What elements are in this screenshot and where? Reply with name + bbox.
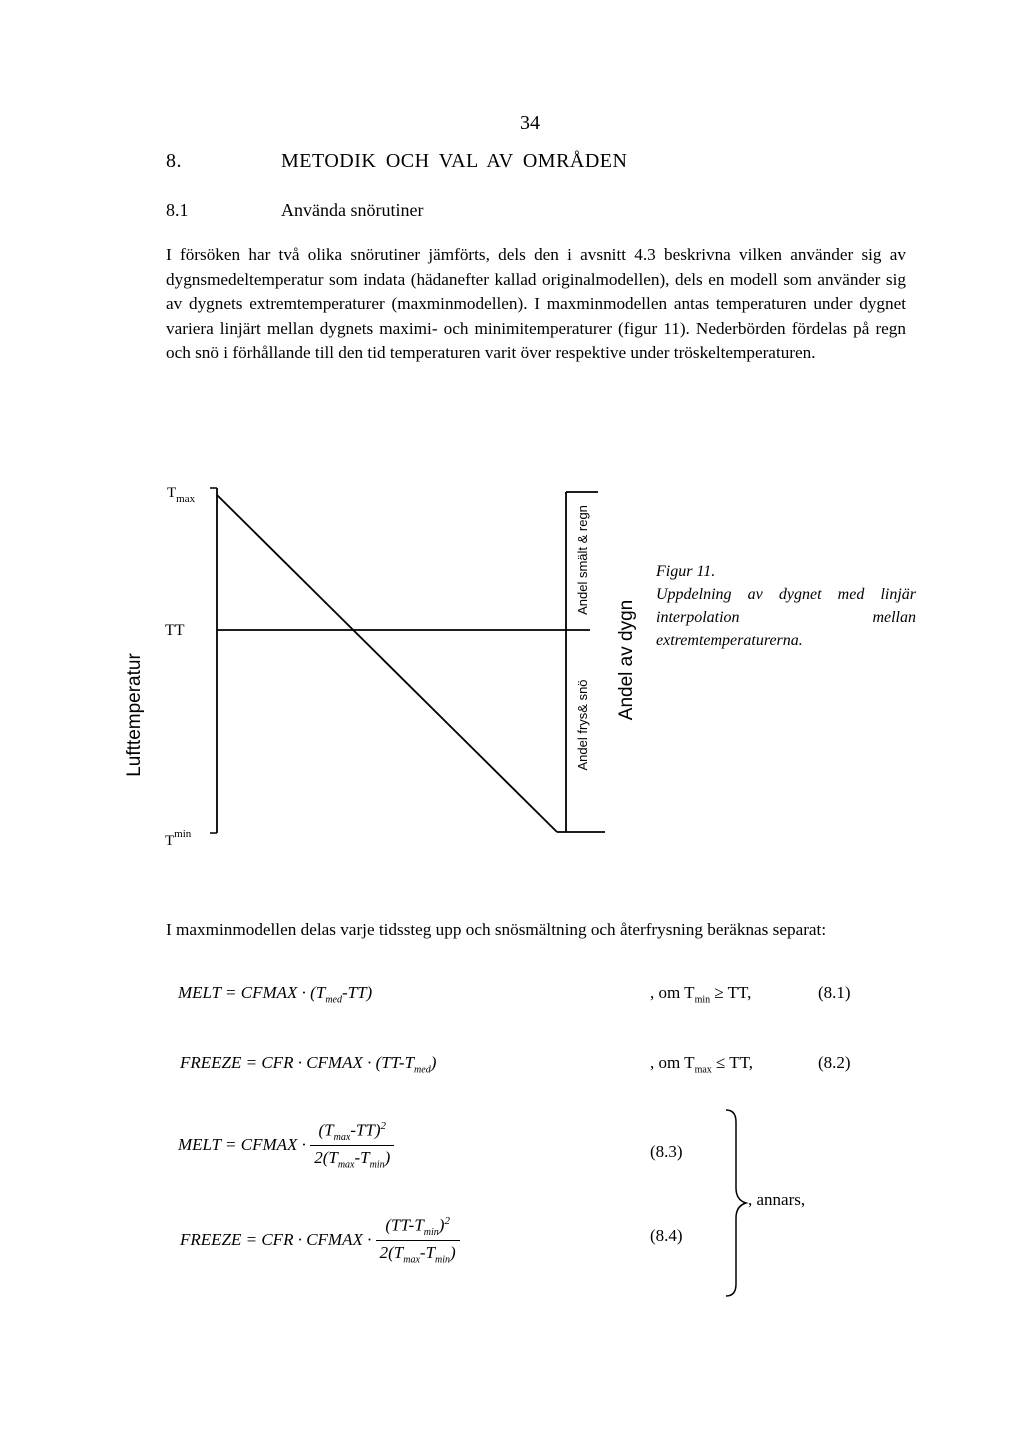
- label-melt-rain: Andel smält & regn: [575, 505, 590, 615]
- y-axis-label: Lufttemperatur: [124, 653, 145, 777]
- temperature-diagonal: [217, 495, 557, 832]
- equation-8-3-fraction: $\frac{(T_{max}-TT)^2}{2(T_{max}-T_{min})}$: [310, 1120, 394, 1170]
- equation-8-1-condition: , om $T_{min}$ ≥ TT,: [650, 983, 752, 1006]
- subsection-number: 8.1: [166, 200, 189, 220]
- equation-8-3-label: (8.3): [650, 1142, 683, 1161]
- equation-8-4: FREEZE = CFR · CFMAX · $\frac{(TT-T_{min})^2}{2(T_{max}-T_{min})}$: [180, 1215, 460, 1265]
- caption-title: Figur 11.: [656, 563, 716, 580]
- figure-diagram: [110, 470, 650, 860]
- equation-8-1: MELT = CFMAX · $(T_{med}-TT)$: [178, 983, 373, 1006]
- intro-paragraph: I försöken har två olika snörutiner jämförts, dels den i avsnitt 4.3 beskrivna vilken använder sig av dygnsmedeltemperatur som indata (hädanefter kallad originalmodellen), dels en modell som använder sig av dygnets extremtemperaturer (maxminmodellen). I maxminmodellen antas temperaturen under dygnet variera linjärt mellan dygnets maximi- och minimitemperaturer (figur 11). Nederbörden fördelas på regn och snö i förhållande till den tid temperaturen varit över respektive under tröskeltemperaturen.: [166, 245, 906, 362]
- figure-caption: [656, 560, 916, 652]
- equation-8-2: FREEZE = CFR · CFMAX · $(TT-T_{med})$: [180, 1053, 437, 1076]
- otherwise-condition: , annars,: [748, 1190, 806, 1209]
- equation-8-4-label: (8.4): [650, 1226, 683, 1245]
- equation-8-1-label: (8.1): [818, 983, 851, 1002]
- subsection-title: Använda snörutiner: [281, 200, 424, 220]
- tick-tmax: $T_{max}$: [167, 485, 196, 505]
- label-day-fraction: Andel av dygn: [616, 599, 637, 721]
- subsection-heading: [166, 200, 423, 221]
- caption-text: Uppdelning av dygnet med linjär interpolation mellan extremtemperaturerna.: [656, 586, 916, 649]
- bottom-paragraph: I maxminmodellen delas varje tidssteg upp och snösmältning och återfrysning beräknas separat:: [166, 920, 827, 939]
- section-title: METODIK OCH VAL AV OMRÅDEN: [281, 150, 628, 172]
- section-heading: [166, 150, 627, 173]
- equation-8-4-fraction: $\frac{(TT-T_{min})^2}{2(T_{max}-T_{min})}$: [376, 1215, 460, 1265]
- tick-tt: TT: [165, 622, 185, 639]
- page-number: 34: [520, 112, 540, 134]
- equation-8-3: MELT = CFMAX · $\frac{(T_{max}-TT)^2}{2(T_{max}-T_{min})}$: [178, 1120, 394, 1170]
- section-number: 8.: [166, 150, 182, 172]
- label-freeze-snow: Andel frys& snö: [575, 679, 590, 771]
- figure-11: [110, 470, 650, 860]
- tick-tmin: $T^{min}$: [165, 828, 192, 849]
- equation-8-2-condition: , om $T_{max}$ ≤ TT,: [650, 1053, 754, 1076]
- equation-8-2-label: (8.2): [818, 1053, 851, 1072]
